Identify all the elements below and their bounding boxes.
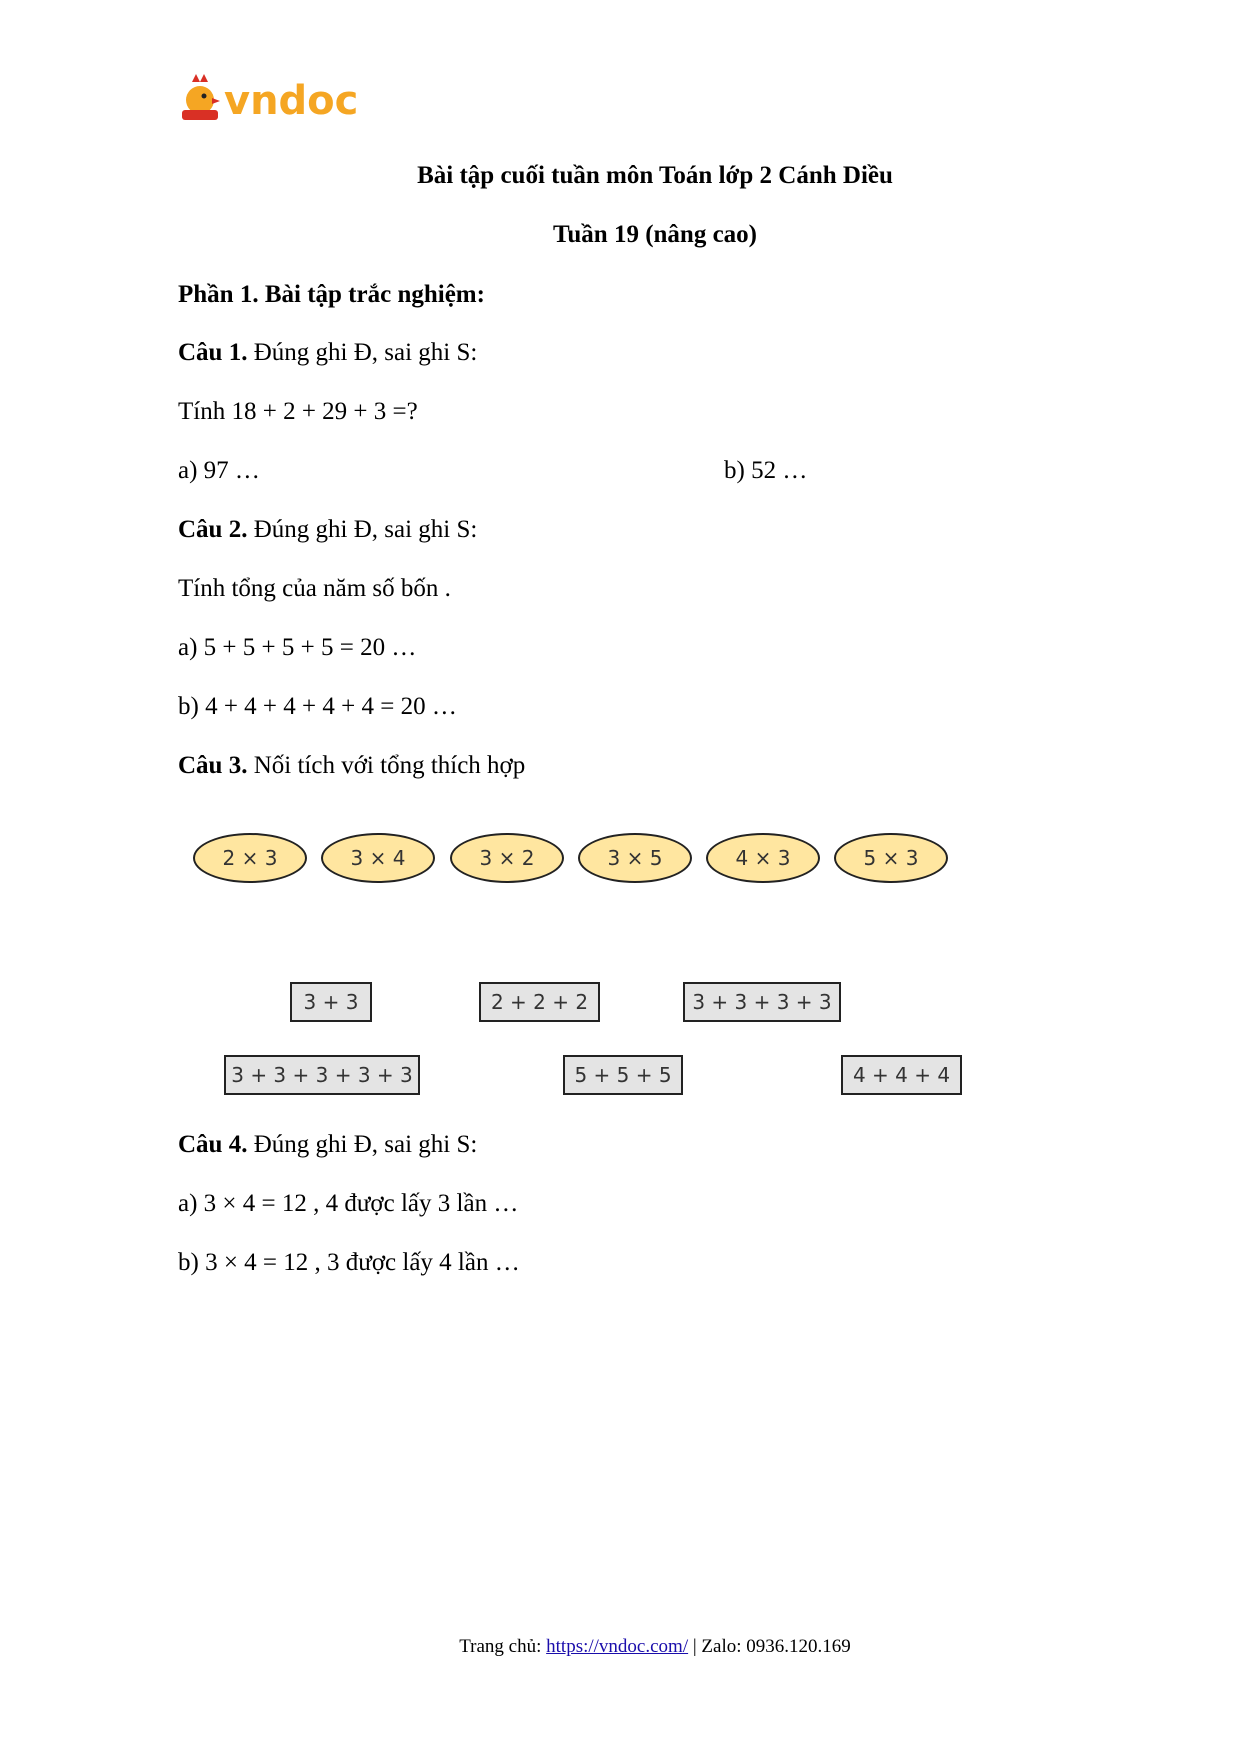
product-oval[interactable]: 3 × 5: [578, 833, 692, 883]
product-oval[interactable]: 3 × 4: [321, 833, 435, 883]
logo-text: vndoc: [224, 78, 359, 124]
q4-instruction: Đúng ghi Đ, sai ghi S:: [247, 1131, 478, 1158]
sum-box[interactable]: 4 + 4 + 4: [841, 1055, 962, 1095]
document-title: Bài tập cuối tuần môn Toán lớp 2 Cánh Diều: [417, 162, 893, 189]
q2-label: Câu 2.: [178, 516, 248, 543]
homepage-link[interactable]: https://vndoc.com/: [546, 1636, 689, 1657]
sum-box[interactable]: 2 + 2 + 2: [479, 982, 600, 1022]
product-oval[interactable]: 4 × 3: [706, 833, 820, 883]
q1-option-a: a) 97 …: [178, 457, 260, 484]
product-oval[interactable]: 3 × 2: [450, 833, 564, 883]
q4-option-a: a) 3 × 4 = 12 , 4 được lấy 3 lần …: [178, 1190, 519, 1217]
q2-option-b: b) 4 + 4 + 4 + 4 + 4 = 20 …: [178, 693, 457, 720]
sum-box[interactable]: 5 + 5 + 5: [563, 1055, 683, 1095]
q1-prompt: Tính 18 + 2 + 29 + 3 =?: [178, 398, 418, 425]
q1-option-b: b) 52 …: [724, 457, 808, 484]
q3-heading: [178, 752, 525, 780]
q2-heading: [178, 516, 477, 544]
page-footer: [0, 1636, 1241, 1658]
sum-box[interactable]: 3 + 3: [290, 982, 372, 1022]
q3-label: Câu 3.: [178, 752, 248, 779]
q4-option-b: b) 3 × 4 = 12 , 3 được lấy 4 lần …: [178, 1249, 520, 1276]
q1-heading: [178, 339, 477, 367]
sum-box[interactable]: 3 + 3 + 3 + 3 + 3: [224, 1055, 420, 1095]
q4-label: Câu 4.: [178, 1131, 248, 1158]
vndoc-logo: [178, 70, 398, 130]
q4-heading: [178, 1131, 477, 1159]
q2-option-a: a) 5 + 5 + 5 + 5 = 20 …: [178, 634, 417, 661]
q2-prompt: Tính tổng của năm số bốn .: [178, 575, 451, 602]
product-oval[interactable]: 2 × 3: [193, 833, 307, 883]
q2-instruction: Đúng ghi Đ, sai ghi S:: [247, 516, 478, 543]
footer-prefix: Trang chủ:: [459, 1636, 547, 1657]
q1-label: Câu 1.: [178, 339, 248, 366]
q1-instruction: Đúng ghi Đ, sai ghi S:: [247, 339, 478, 366]
document-subtitle: Tuần 19 (nâng cao): [553, 221, 757, 248]
product-oval[interactable]: 5 × 3: [834, 833, 948, 883]
sum-box[interactable]: 3 + 3 + 3 + 3: [683, 982, 841, 1022]
part1-heading: Phần 1. Bài tập trắc nghiệm:: [178, 281, 485, 308]
rooster-icon: [182, 74, 220, 120]
footer-suffix: | Zalo: 0936.120.169: [688, 1636, 851, 1657]
q3-instruction: Nối tích với tổng thích hợp: [247, 752, 526, 779]
